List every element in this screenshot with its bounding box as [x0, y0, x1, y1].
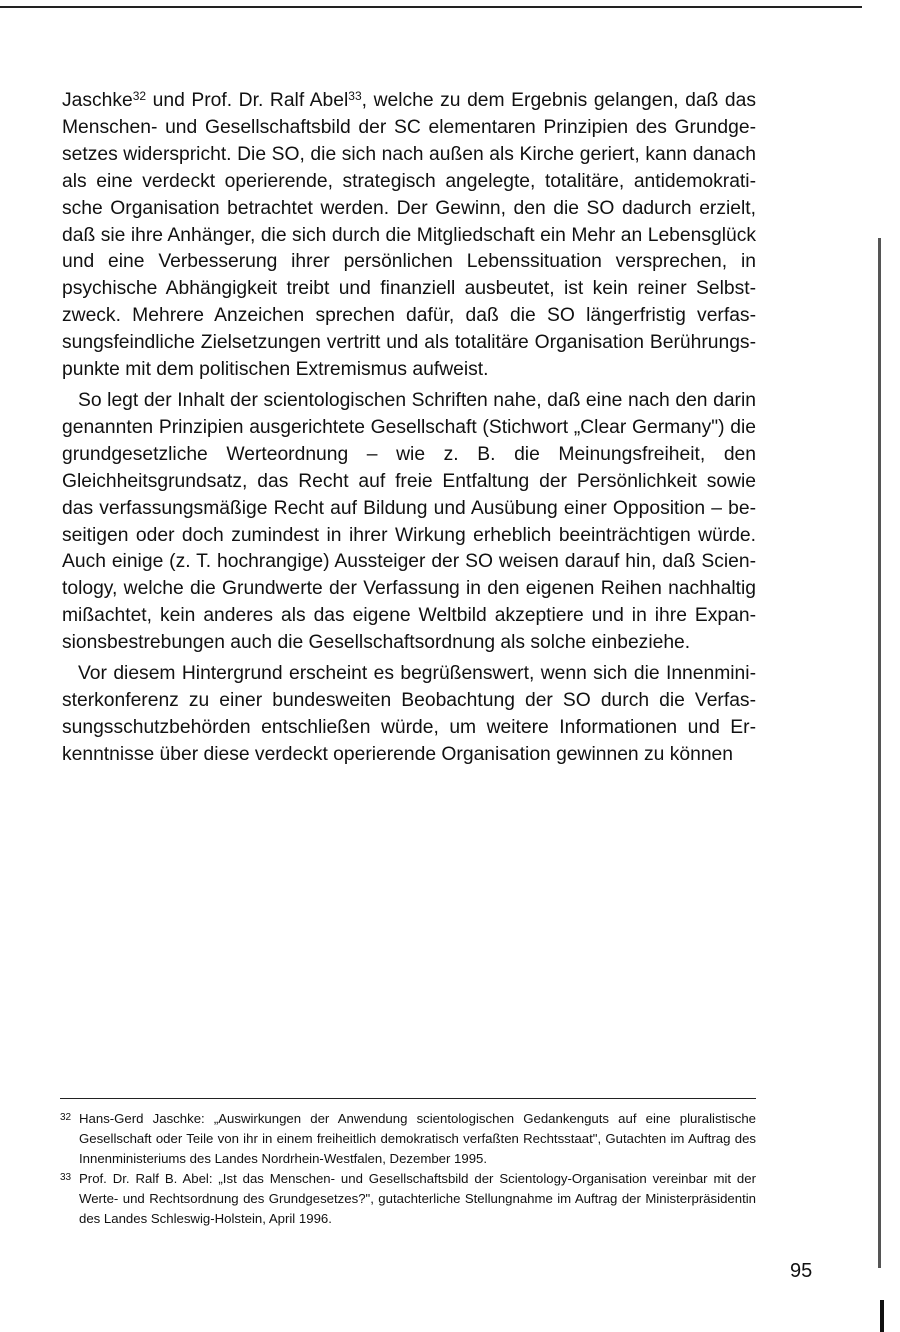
scan-edge-mark-bottom: [880, 1300, 884, 1332]
footnote-33: [60, 1169, 756, 1229]
page-number: 95: [790, 1260, 813, 1282]
paragraph-1-part-c: , welche zu dem Ergebnis gelangen, daß das Menschen- und Gesellschaftsbild der SC elementaren Prinzipien des Grundgesetzes widerspricht. Die SO, die sich nach außen als Kirche geriert, kann danach als eine verdeckt operierende, strategisch angelegte, totalitäre, antidemokratische Organisation betrachtet werden. Der Gewinn, den die SO dadurch erzielt, daß sie ihre Anhänger, die sich durch die Mitgliedschaft ein Mehr an Lebensglück und eine Verbesserung ihrer persönlichen Lebenssituation versprechen, in psychische Abhängigkeit treibt und finanziell ausbeutet, ist kein reiner Selbstzweck. Mehrere Anzeichen sprechen dafür, daß die SO längerfristig verfassungsfeindliche Zielsetzungen vertritt und als totalitäre Organisation Berührungspunkte mit dem politischen Extremismus aufweist.: [62, 90, 756, 381]
footnote-text: Prof. Dr. Ralf B. Abel: „Ist das Menschen- und Gesellschaftsbild der Scientology-Organisation vereinbar mit der Werte- und Rechtsordnung des Grundgesetzes?", gutachterliche Stellungnahme im Auftrag der Ministerpräsidentin des Landes Schleswig-Holstein, April 1996.: [79, 1171, 756, 1226]
scan-edge-mark: [878, 238, 881, 1268]
paragraph-1-part-a: Jaschke: [62, 90, 133, 111]
paragraph-2: So legt der Inhalt der scientologischen Schriften nahe, daß eine nach den darin genannten Prinzipien ausgerichtete Gesellschaft (Stichwort „Clear Germany") die grundgesetzliche Werteordnung – wie z. B. die Meinungsfreiheit, den Gleichheitsgrundsatz, das Recht auf freie Entfaltung der Persönlichkeit sowie das verfassungsmäßige Recht auf Bildung und Ausübung einer Opposition – beseitigen oder doch zumindest in ihrer Wirkung erheblich beeinträchtigen würde. Auch einige (z. T. hochrangige) Aussteiger der SO weisen darauf hin, daß Scientology, welche die Grundwerte der Verfassung in den eigenen Reihen nachhaltig mißachtet, kein anderes als das eigene Weltbild akzeptiere und in ihre Expansionsbestrebungen auch die Gesellschaftsordnung als solche einbeziehe.: [62, 389, 756, 654]
paragraph-3: Vor diesem Hintergrund erscheint es begrüßenswert, wenn sich die Innenministerkonferenz zu einer bundesweiten Beobachtung der SO durch die Verfassungsschutzbehörden entschließen würde, um weitere Informationen und Erkenntnisse über diese verdeckt operierende Organisation gewinnen zu können: [62, 663, 756, 765]
footnote-text: Hans-Gerd Jaschke: „Auswirkungen der Anwendung scientologischen Gedankenguts auf eine pluralistische Gesellschaft oder Teile von ihr in einem freiheitlich demokratisch verfaßten Rechtsstaat", Gutachten im Auftrag des Innenministeriums des Landes Nordrhein-Westfalen, Dezember 1995.: [79, 1111, 756, 1166]
footnotes: [60, 1109, 756, 1229]
paragraph-1: [62, 88, 756, 384]
footnote-ref-32: 32: [132, 89, 147, 103]
footnote-separator: [60, 1098, 756, 1099]
footnote-number: 32: [60, 1112, 72, 1123]
footnote-32: [60, 1109, 756, 1169]
footnote-ref-33: 33: [348, 89, 362, 103]
top-scan-rule: [0, 6, 862, 8]
footnote-number: 33: [60, 1172, 72, 1183]
body-text: [62, 88, 756, 773]
paragraph-1-part-b: und Prof. Dr. Ralf Abel: [146, 90, 349, 111]
